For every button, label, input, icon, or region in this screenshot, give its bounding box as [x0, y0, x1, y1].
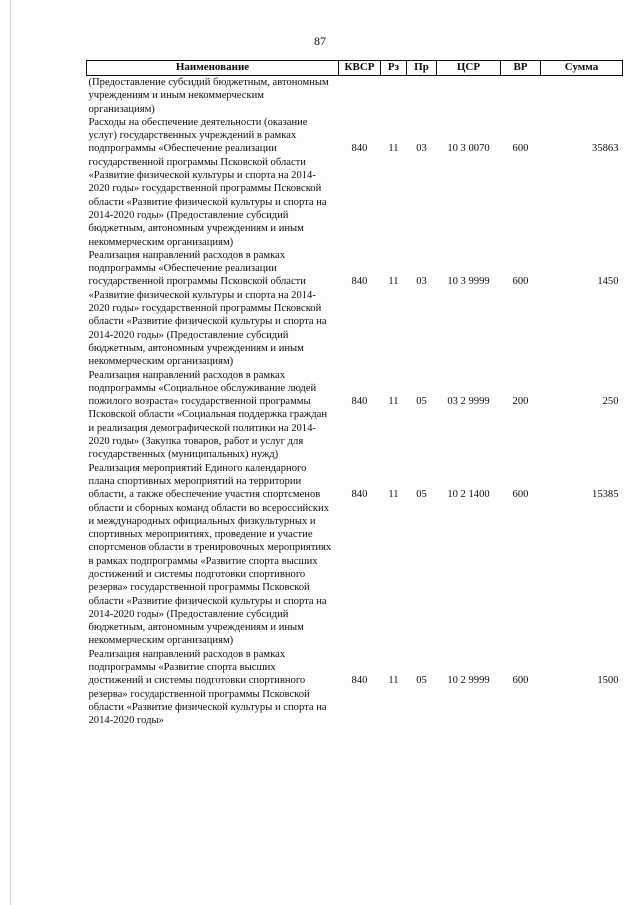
row-kvsr: 840	[351, 395, 368, 407]
row-rz: 11	[388, 142, 399, 154]
scan-edge-line	[10, 0, 11, 905]
table-row	[87, 369, 623, 462]
table-row	[87, 116, 623, 249]
row-vr: 600	[512, 488, 529, 500]
table-row	[87, 648, 623, 728]
header-vr: ВР	[501, 61, 541, 76]
table-row-continuation	[87, 76, 623, 116]
row-vr: 600	[512, 142, 529, 154]
row-name: Реализация направлений расходов в рамках подпрограммы «Обеспечение реализации государственной программы Псковской области «Развитие физической культуры и спорта на 2014-2020 годы» государственной программы Псковской области «Развитие физической культуры и спорта на 2014-2020 годы» (Предоставление субсидий бюджетным, автономным учреждениям и иным некоммерческим организациям)	[88, 249, 327, 368]
header-sum: Сумма	[541, 61, 623, 76]
row-sum: 35863	[592, 142, 619, 154]
row-name: Реализация направлений расходов в рамках подпрограммы «Развитие спорта высших достижений и системы подготовки спортивного резерва» государственной программы Псковской области «Развитие физической культуры и спорта на 2014-2020 годы»	[88, 648, 327, 727]
row-csr: 10 2 1400	[447, 488, 490, 500]
header-csr: ЦСР	[437, 61, 501, 76]
row-pr: 05	[416, 395, 427, 407]
row-pr: 05	[416, 488, 427, 500]
row-pr: 03	[416, 142, 427, 154]
row-kvsr: 840	[351, 275, 368, 287]
header-rz: Рз	[381, 61, 407, 76]
row-name: Реализация мероприятий Единого календарного плана спортивных мероприятий на территории области, а также обеспечение участия спортсменов области и сборных команд области во всероссийских и международных официальных физкультурных и спортивных мероприятиях, проведение и участие спортсменов области в тренировочных мероприятиях в рамках подпрограммы «Развитие спорта высших достижений и системы подготовки спортивного резерва» государственной программы Псковской области «Развитие физической культуры и спорта на 2014-2020 годы» (Предоставление субсидий бюджетным, автономным учреждениям и иным некоммерческим организациям)	[88, 462, 332, 647]
row-kvsr: 840	[351, 142, 368, 154]
row-sum: 250	[602, 395, 619, 407]
row-kvsr: 840	[351, 488, 368, 500]
row-csr: 10 3 9999	[447, 275, 490, 287]
budget-table	[86, 60, 623, 728]
row-csr: 10 2 9999	[447, 674, 490, 686]
row-csr: 03 2 9999	[447, 395, 490, 407]
row-vr: 600	[512, 275, 529, 287]
row-vr: 600	[512, 674, 529, 686]
row-rz: 11	[388, 395, 399, 407]
row-pr: 05	[416, 674, 427, 686]
header-name: Наименование	[87, 61, 339, 76]
table-row	[87, 249, 623, 369]
row-name: Расходы на обеспечение деятельности (оказание услуг) государственных учреждений в рамках подпрограммы «Обеспечение реализации государственной программы Псковской области «Развитие физической культуры и спорта на 2014-2020 годы» государственной программы Псковской области «Развитие физической культуры и спорта на 2014-2020 годы» (Предоставление субсидий бюджетным, автономным учреждениям и иным некоммерческим организациям)	[88, 116, 327, 248]
row-rz: 11	[388, 674, 399, 686]
row-vr: 200	[512, 395, 529, 407]
row-pr: 03	[416, 275, 427, 287]
row-rz: 11	[388, 275, 399, 287]
table-header-row	[87, 61, 623, 76]
row-sum: 15385	[592, 488, 619, 500]
table-row	[87, 462, 623, 648]
row-rz: 11	[388, 488, 399, 500]
row-kvsr: 840	[351, 674, 368, 686]
header-kvsr: КВСР	[339, 61, 381, 76]
row-sum: 1500	[597, 674, 619, 686]
header-pr: Пр	[407, 61, 437, 76]
row-sum: 1450	[597, 275, 619, 287]
page-number: 87	[314, 34, 326, 48]
continuation-text: (Предоставление субсидий бюджетным, автономным учреждениям и иным некоммерческим организациям)	[88, 77, 329, 115]
row-name: Реализация направлений расходов в рамках подпрограммы «Социальное обслуживание людей пожилого возраста» государственной программы Псковской области «Социальная поддержка граждан и реализация демографической политики на 2014-2020 годы» (Закупка товаров, работ и услуг для государственных (муниципальных) нужд)	[88, 369, 328, 461]
row-csr: 10 3 0070	[447, 142, 490, 154]
